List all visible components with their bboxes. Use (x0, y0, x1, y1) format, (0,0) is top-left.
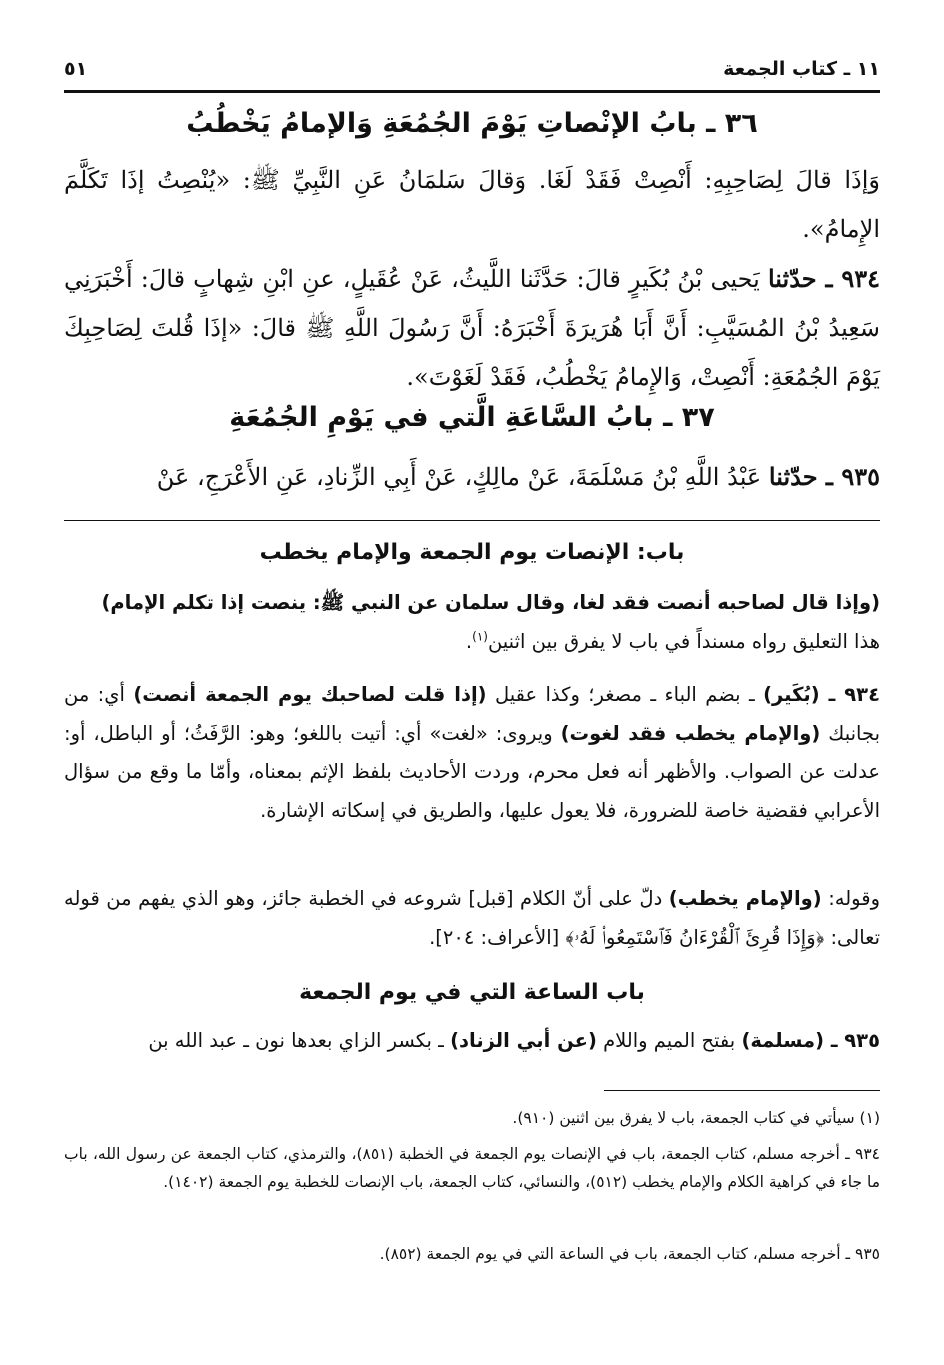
commentary-qawl-a: وقوله: (821, 887, 880, 910)
commentary-taliq-note: هذا التعليق رواه مسنداً في باب لا يفرق بين اثنين (487, 629, 880, 653)
commentary-934 (64, 676, 880, 830)
footnote-ref-1: (١) (472, 629, 488, 643)
running-header (64, 48, 880, 93)
commentary-934-bold-1: (إذا قلت لصاحبك يوم الجمعة أنصت) (133, 683, 487, 706)
commentary-934-text-c: ويروى: «لغت» أي: أتيت باللغو؛ وهو: الرَّفَثُ؛ أو الباطل، أو: عدلت عن الصواب. والأظهر أنه فعل محرم، وردت الأحاديث بلفظ الإثم بمعناه، وأمّا ما وقع من سؤال الأعرابي فقضية خاصة للضرورة، فلا يعول عليها، والطريق في إسكاته الإشارة. (64, 721, 880, 822)
commentary-935-text-b: ـ بكسر الزاي بعدها نون ـ عبد الله بن (148, 1029, 451, 1052)
commentary-935-bold: (عن أبي الزناد) (450, 1029, 597, 1052)
bab-36-heading: ٣٦ ـ بابُ الإنْصاتِ يَوْمَ الجُمُعَةِ وَالإمامُ يَخْطُبُ (186, 108, 758, 139)
hadith-935-body: عَبْدُ اللَّهِ بْنُ مَسْلَمَةَ، عَنْ مالِكٍ، عَنْ أَبِي الزِّنادِ، عَنِ الأَعْرَجِ، عَنْ (156, 463, 762, 491)
commentary-935-number: ٩٣٥ ـ (مسلمة) (741, 1029, 880, 1052)
commentary-934-number: ٩٣٤ ـ (بُكَير) (763, 683, 880, 706)
hadith-935-number: ٩٣٥ ـ حدّثنا (768, 462, 880, 491)
commentary-taliq (64, 584, 880, 661)
bab-36-text: وَإذَا قالَ لِصَاحِبِهِ: أَنْصِتْ فَقَدْ لَغَا. وَقالَ سَلمَانُ عَنِ النَّبِيِّ ﷺ: «يُنْصِتُ إذَا تَكَلَّمَ الإِمامُ». (64, 166, 880, 243)
footnote-separator (604, 1090, 880, 1091)
hadith-934 (64, 254, 880, 402)
hadith-934-body: يَحيى بْنُ بُكَيرٍ قالَ: حَدَّثَنا اللَّيثُ، عَنْ عُقَيلٍ، عنِ ابْنِ شِهابٍ قالَ: أَخْبَرَنِي سَعِيدُ بْنُ المُسَيَّبِ: أَنَّ أَبَا هُرَيرَةَ أَخْبَرَهُ: أَنَّ رَسُولَ اللَّهِ ﷺ قالَ: «إذَا قُلتَ لِصَاحِبِكَ يَوْمَ الجُمُعَةِ: أَنْصِتْ، وَالإِمامُ يَخْطُبُ، فَقَدْ لَغَوْتَ». (64, 265, 880, 391)
commentary-qawl-bold: (والإمام يخطب) (668, 887, 822, 910)
commentary-taliq-end: . (465, 629, 473, 653)
main-commentary-separator (64, 520, 880, 521)
commentary-934-text-b: أي: من بجانبك (64, 683, 881, 745)
commentary-bab-heading: باب: الإنصات يوم الجمعة والإمام يخطب (259, 540, 685, 565)
footnote-935: ٩٣٥ ـ أخرجه مسلم، كتاب الجمعة، باب في الساعة التي في يوم الجمعة (٨٥٢). (379, 1245, 880, 1263)
page-number: ٥١ (64, 58, 88, 80)
bab-37-heading: ٣٧ ـ بابُ السَّاعَةِ الَّتي في يَوْمِ الجُمُعَةِ (229, 402, 715, 433)
commentary-quote: (وإذا قال لصاحبه أنصت فقد لغا، وقال سلمان عن النبي ﷺ: ينصت إذا تكلم الإمام) (101, 591, 880, 614)
commentary-934-bold-2: (والإمام يخطب فقد لغوت) (560, 721, 821, 745)
commentary-935 (64, 1022, 880, 1061)
commentary-935-text-a: بفتح الميم واللام (596, 1029, 742, 1052)
hadith-934-number: ٩٣٤ ـ حدّثنا (767, 264, 880, 293)
hadith-935 (64, 452, 880, 502)
commentary-qawl-b: دلّ على أنّ الكلام [قبل] شروعه في الخطبة جائز، وهو الذي يفهم من قوله تعالى: ﴿وَإِذَا قُرِئَ ٱلْقُرْءَانُ فَٱسْتَمِعُوا۟ لَهُۥ﴾ [الأعراف: ٢٠٤]. (64, 887, 880, 949)
chapter-title: ١١ ـ كتاب الجمعة (723, 58, 880, 80)
footnote-934: ٩٣٤ ـ أخرجه مسلم، كتاب الجمعة، باب في الإنصات يوم الجمعة في الخطبة (٨٥١)، والترمذي، كتاب الجمعة عن رسول الله، باب ما جاء في كراهية الكلام والإمام يخطب (٥١٢)، والنسائي، كتاب الجمعة، باب الإنصات للخطبة يوم الجمعة (١٤٠٢). (64, 1145, 880, 1191)
commentary-qawl (64, 880, 880, 957)
commentary-bab-37-heading: باب الساعة التي في يوم الجمعة (299, 980, 645, 1005)
footnote-1: (١) سيأتي في كتاب الجمعة، باب لا يفرق بين اثنين (٩١٠). (512, 1109, 880, 1127)
commentary-934-text-a: ـ بضم الباء ـ مصغر؛ وكذا عقيل (486, 683, 764, 706)
